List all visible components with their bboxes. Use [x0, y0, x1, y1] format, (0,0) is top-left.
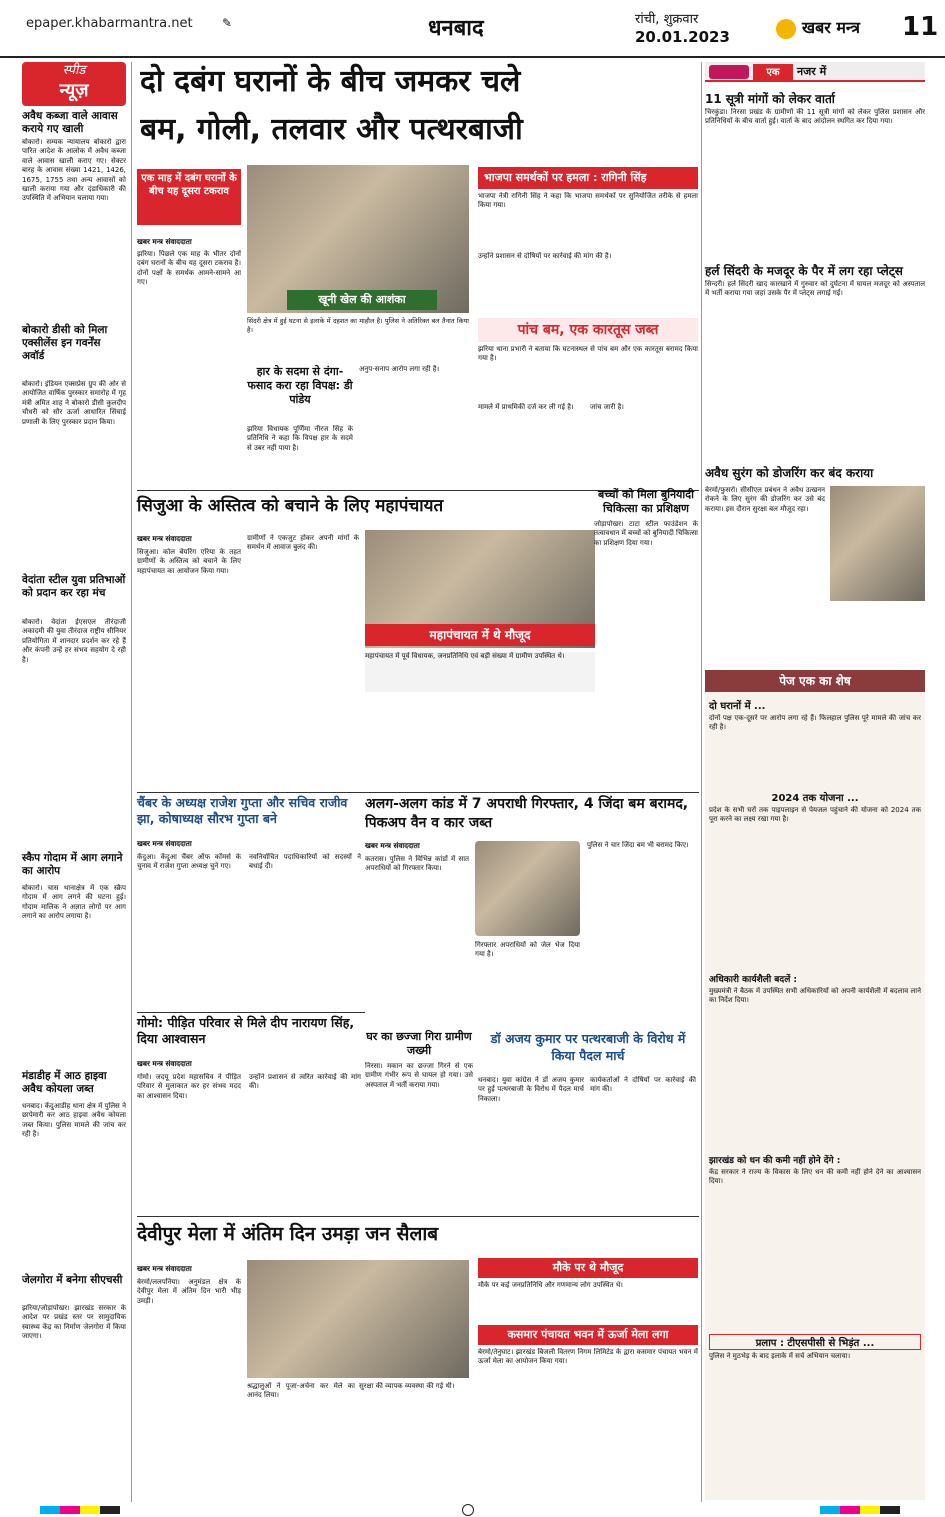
en-h3: अवैध सुरंग को डोजरिंग कर बंद कराया	[705, 466, 874, 480]
sijua-photo-caption: महापंचायत में थे मौजूद	[365, 624, 595, 646]
mela-t3: सुरक्षा की व्यापक व्यवस्था की गई थी।	[359, 1382, 455, 1390]
cut-s2: 2024 तक योजना ...	[771, 793, 859, 804]
cut-s2t: प्रदेश के सभी घरों तक पाइपलाइन से पेयजल पहुंचाने की योजना को 2024 तक पूरा करने का लक्ष्य रखा गया है।	[709, 806, 921, 824]
cut-title: पेज एक का शेष	[705, 670, 925, 692]
reg-mark-center	[462, 1504, 474, 1516]
gomo-headline: गोमो: पीड़ित परिवार से मिले दीप नारायण सिंह, दिया आश्वासन	[137, 1015, 355, 1046]
story-ragini	[478, 167, 698, 317]
byline-gomo: खबर मन्त्र संवाददाता	[137, 1059, 192, 1068]
banner-headline-line1: दो दबंग घरानों के बीच जमकर चले	[140, 64, 521, 99]
kicker-ragini: भाजपा समर्थकों पर हमला : रागिनी सिंह	[478, 167, 698, 189]
badge-bottom: न्यूज़	[59, 80, 89, 101]
bomb-photo	[475, 841, 580, 936]
gomo-t2: उन्होंने प्रशासन से त्वरित कार्रवाई की मांग की।	[249, 1073, 361, 1091]
page-number: 11	[902, 12, 939, 42]
speed-news-column	[22, 62, 128, 1502]
byline-mela: खबर मन्त्र संवाददाता	[137, 1264, 192, 1273]
sijua-t1: सिजुआ। कोल बेयरिंग एरिया के तहत ग्रामीणों के अस्तित्व को बचाने के लिए महापंचायत का आयोजन किया गया।	[137, 548, 241, 575]
cut-s5t: पुलिस ने मुठभेड़ के बाद इलाके में सर्च अभियान चलाया।	[709, 1352, 851, 1360]
bombs-t1: झरिया थाना प्रभारी ने बताया कि घटनास्थल से पांच बम और एक कारतूस बरामद किया गया है।	[478, 345, 698, 363]
divider-left	[131, 62, 132, 1502]
story-sijua	[137, 494, 597, 824]
roof-headline: घर का छज्जा गिरा ग्रामीण जख्मी	[366, 1030, 472, 1057]
story-march	[478, 1030, 698, 1215]
present-cap-text: मौके पर कई जनप्रतिनिधि और गणमान्य लोग उपस्थित थे।	[478, 1281, 623, 1289]
mela-t1: बेरमो/ललपनिया। अनुमंडल क्षेत्र के देवीपुर मेला में अंतिम दिन भारी भीड़ उमड़ी।	[137, 1278, 241, 1305]
gomo-t1: गोमो। जदयू प्रदेश महासचिव ने पीड़ित परिवार से मुलाकात कर हर संभव मदद का आश्वासन दिया।	[137, 1073, 241, 1100]
cursor-icon: ✎	[222, 16, 233, 30]
speed-t4: बोकारो। चास थानाक्षेत्र में एक स्क्रैप गोदाम में आग लगने की घटना हुई। गोदाम मालिक ने अज्ञात लोगों पर आग लगाने का आरोप लगाया है।	[22, 884, 126, 921]
speed-h1: अवैध कब्जा वाले आवास कराये गए खाली	[22, 110, 118, 135]
speed-h5: मंडाडीह में आठ हाइवा अवैध कोयला जब्त	[22, 1070, 107, 1095]
speed-h3: वेदांता स्टील युवा प्रतिभाओं को प्रदान कर रहा मंच	[22, 574, 126, 599]
cut-s5: प्रलाप : टीएसपीसी से भिड़ंत ...	[709, 1334, 921, 1350]
banner-headline-line2: बम, गोली, तलवार और पत्थरबाजी	[140, 112, 523, 147]
ragini-t1: भाजपा नेत्री रागिनी सिंह ने कहा कि भाजपा समर्थकों पर सुनियोजित तरीके से हमला किया गया।	[478, 192, 698, 210]
speed-h6: जेलगोरा में बनेगा सीएचसी	[22, 1274, 123, 1286]
ek-label: एक	[753, 64, 793, 80]
bombs-t2: मामले में प्राथमिकी दर्ज कर ली गई है।	[478, 403, 574, 411]
speed-t3: बोकारो। वेदांता ईएसएल तीरंदाजी अकादमी की युवा तीरंदाज राष्ट्रीय सीनियर प्रतियोगिता में शानदार प्रदर्शन कर रहे हैं और कंपनी उन्हें हर संभव सहयोग दे रही है।	[22, 618, 126, 664]
badge-top: स्पीड	[62, 63, 86, 78]
march-t1: धनबाद। युवा कांग्रेस ने डॉ अजय कुमार पर हुई पत्थरबाजी के विरोध में पैदल मार्च निकाला।	[478, 1076, 584, 1103]
registration-marks	[0, 1504, 945, 1516]
mela-t2: श्रद्धालुओं ने पूजा-अर्चना कर मेले का आनंद लिया।	[247, 1382, 355, 1400]
en-h1: 11 सूत्री मांगों को लेकर वार्ता	[705, 92, 835, 106]
divider-row2	[137, 792, 699, 793]
speed-t1: बोकारो। सम्यक न्यायालय बोकारो द्वारा पारित आदेश के आलोक में अवैध कब्जा वाले आवास खाली कराए गए। सेक्टर बारह के आवास संख्या 1421, 1426, 1675, 1755 तथा अन्य आवासों को खाली कराया गया और दंडाधिकारी की उपस्थिति में अभियान चलाया गया।	[22, 138, 126, 203]
byline-chamber: खबर मन्त्र संवाददाता	[137, 839, 192, 848]
clash-subhead: हार के सदमा से दंगा-फसाद करा रहा विपक्ष: डी पांडेय	[247, 365, 353, 406]
byline-sijua: खबर मन्त्र संवाददाता	[137, 534, 192, 543]
issue-date: 20.01.2023	[635, 28, 730, 46]
cut-s3t: मुख्यमंत्री ने बैठक में उपस्थित सभी अधिकारियों को अपनी कार्यशैली में बदलाव लाने का निर्देश दिया।	[709, 987, 921, 1005]
training-t1: जोड़ापोखर। टाटा स्टील फाउंडेशन के तत्वावधान में बच्चों को बुनियादी चिकित्सा का प्रशिक्षण दिया गया।	[594, 520, 698, 547]
tunnel-photo	[830, 486, 925, 601]
reg-mark-left	[40, 1506, 120, 1514]
story-roof	[365, 1030, 473, 1215]
ek-najar-tag	[705, 62, 925, 82]
arrests-t1: कतरास। पुलिस ने विभिन्न कांडों में सात अपराधियों को गिरफ्तार किया।	[365, 855, 469, 873]
ek-najar-column	[705, 62, 927, 1502]
speed-h2: बोकारो डीसी को मिला एक्सीलेंस इन गवर्नेंस अवॉर्ड	[22, 324, 108, 362]
speed-t6: झरिया/जोड़ापोखर। झारखंड सरकार के आदेश पर प्रखंड स्तर पर सामुदायिक स्वास्थ्य केंद्र का निर्माण जेलगोरा में किया जाएगा।	[22, 1304, 126, 1341]
cut-s4: झारखंड को धन की कमी नहीं होने देंगे :	[709, 1156, 841, 1166]
mela-photo	[247, 1260, 469, 1378]
brand-name: खबर मन्त्र	[802, 18, 860, 37]
kicker-clash: एक माह में दबंग घरानों के बीच यह दूसरा टकराव	[137, 169, 241, 225]
training-headline: बच्चों को मिला बुनियादी चिकित्सा का प्रशिक्षण	[598, 488, 694, 515]
speed-t2: बोकारो। इंडियन एक्सप्रेस ग्रुप की ओर से आयोजित वार्षिक पुरस्कार समारोह में गृह मंत्री अमित शाह ने बोकारो डीसी कुलदीप चौधरी को सौर ऊर्जा आधारित सिंचाई प्रणाली के लिए पुरस्कार प्रदान किया।	[22, 380, 126, 426]
bombs-t3: जांच जारी है।	[590, 403, 624, 411]
najar-tail: नजर में	[797, 65, 827, 78]
brand-logo-icon	[776, 19, 796, 39]
kicker-bombs: पांच बम, एक कारतूस जब्त	[478, 318, 698, 342]
sijua-cap-text: महापंचायत में पूर्व विधायक, जनप्रतिनिधि एवं बड़ी संख्या में ग्रामीण उपस्थित थे।	[365, 652, 595, 692]
speed-t5: धनबाद। केंदुआडीह थाना क्षेत्र में पुलिस ने छापेमारी कर आठ हाइवा अवैध कोयला जब्त किया। पुलिस मामले की जांच कर रही है।	[22, 1102, 126, 1139]
story-arrests	[365, 795, 698, 1030]
header-bar	[0, 0, 945, 58]
mela-headline: देवीपुर मेला में अंतिम दिन उमड़ा जन सैलाब	[137, 1223, 439, 1245]
story-bombs	[478, 318, 698, 486]
present-kicker: मौके पर थे मौजूद	[478, 1258, 698, 1278]
sijua-t2: ग्रामीणों ने एकजुट होकर अपनी मांगों के समर्थन में आवाज बुलंद की।	[247, 534, 359, 552]
story-mela	[137, 1220, 471, 1502]
divider-right	[701, 62, 702, 1502]
place-day: रांची, शुक्रवार	[635, 12, 699, 27]
clash-photo-caption: खूनी खेल की आशंका	[287, 290, 437, 310]
clash-t1: झरिया। पिछले एक माह के भीतर दोनों दबंग घरानों के बीच यह दूसरा टकराव है। दोनों पक्षों के समर्थक आमने-सामने आ गए।	[137, 250, 241, 287]
cut-s1: दो घरानों में ...	[709, 701, 766, 712]
divider-row4	[137, 1216, 699, 1217]
story-present	[478, 1258, 698, 1328]
en-t3: बेरमो/फुसरो। सीसीएल प्रबंधन ने अवैध उत्खनन रोकने के लिए सुरंग की डोजरिंग कर उसे बंद कराया। इस दौरान सुरक्षा बल मौजूद रहा।	[705, 486, 825, 513]
chamber-t2: नवनिर्वाचित पदाधिकारियों को सदस्यों ने बधाई दी।	[249, 853, 361, 871]
arrests-t3: पुलिस ने चार जिंदा बम भी बरामद किए।	[587, 841, 689, 849]
story-training	[594, 488, 698, 788]
clash-t3: झरिया विधायक पूर्णिमा नीरज सिंह के प्रतिनिधि ने कहा कि विपक्ष हार के सदमे से उबर नहीं पाया है।	[247, 425, 353, 452]
march-headline: डॉ अजय कुमार पर पत्थरबाजी के विरोध में किया पैदल मार्च	[490, 1031, 686, 1063]
byline-clash: खबर मन्त्र संवाददाता	[137, 237, 192, 246]
cut-s4t: केंद्र सरकार ने राज्य के विकास के लिए धन की कमी नहीं होने देने का आश्वासन दिया।	[709, 1168, 921, 1186]
clash-t2: सिंदरी क्षेत्र में हुई घटना से इलाके में दहशत का माहौल है। पुलिस ने अतिरिक्त बल तैनात किया है।	[247, 317, 469, 335]
divider-row3	[137, 1012, 365, 1013]
roof-t1: निरसा। मकान का छज्जा गिरने से एक ग्रामीण गंभीर रूप से घायल हो गया। उसे अस्पताल में भर्ती कराया गया।	[365, 1062, 473, 1089]
cut-box	[705, 670, 925, 1500]
story-gomo	[137, 1015, 365, 1213]
speed-news-badge	[22, 62, 126, 106]
en-t2: सिन्दरी। हर्ल सिंदरी खाद कारखाने में गुरुवार को दुर्घटना में घायल मजदूर को अस्पताल में भर्ती कराया गया जहां उसके पैर में प्लेट्स लगाई गईं।	[705, 280, 925, 298]
en-t1: चिरकुंडा। निरसा प्रखंड के ग्रामीणों की 11 सूत्री मांगों को लेकर पुलिस प्रशासन और प्रतिनिधियों के बीच वार्ता हुई। वार्ता के बाद आंदोलन स्थगित कर दिया गया।	[705, 108, 925, 126]
chamber-headline: चैंबर के अध्यक्ष राजेश गुप्ता और सचिव राजीव झा, कोषाध्यक्ष सौरभ गुप्ता बने	[137, 795, 348, 826]
byline-arrests: खबर मन्त्र संवाददाता	[365, 841, 420, 850]
arrests-t2: गिरफ्तार अपराधियों को जेल भेज दिया गया है।	[475, 941, 580, 959]
cut-s3: अधिकारी कार्यशैली बदलें :	[709, 975, 798, 985]
cut-s1t: दोनों पक्ष एक-दूसरे पर आरोप लगा रहे हैं। फिलहाल पुलिस पूरे मामले की जांच कर रही है।	[709, 714, 921, 732]
city-name: धनबाद	[428, 16, 484, 41]
reg-mark-right	[820, 1506, 900, 1514]
en-h2: हर्ल सिंदरी के मजदूर के पैर में लग रहा प्लेट्स	[705, 264, 903, 278]
clash-t4: अनुप-सनाप आरोप लगा रही है।	[359, 365, 440, 373]
arrests-headline: अलग-अलग कांड में 7 अपराधी गिरफ्तार, 4 जिंदा बम बरामद, पिकअप वैन व कार जब्त	[365, 796, 689, 831]
march-t2: कार्यकर्ताओं ने दोषियों पर कार्रवाई की मांग की।	[590, 1076, 696, 1094]
energy-headline: कसमार पंचायत भवन में ऊर्जा मेला लगा	[478, 1325, 698, 1345]
sijua-headline: सिजुआ के अस्तित्व को बचाने के लिए महापंचायत	[137, 496, 444, 516]
speed-h4: स्कैप गोदाम में आग लगाने का आरोप	[22, 852, 123, 877]
energy-t1: बेरमो/तेनुघाट। झारखंड बिजली वितरण निगम लिमिटेड के द्वारा कसमार पंचायत भवन में ऊर्जा मेला का आयोजन किया गया।	[478, 1348, 698, 1366]
story-energy	[478, 1325, 698, 1500]
ragini-t2: उन्होंने प्रशासन से दोषियों पर कार्रवाई की मांग की है।	[478, 252, 612, 260]
ek-najar-logo-icon	[709, 65, 749, 79]
site-url[interactable]: epaper.khabarmantra.net	[26, 16, 193, 31]
chamber-t1: केंदुआ। केंदुआ चैंबर ऑफ कॉमर्स के चुनाव में राजेश गुप्ता अध्यक्ष चुने गए।	[137, 853, 241, 871]
